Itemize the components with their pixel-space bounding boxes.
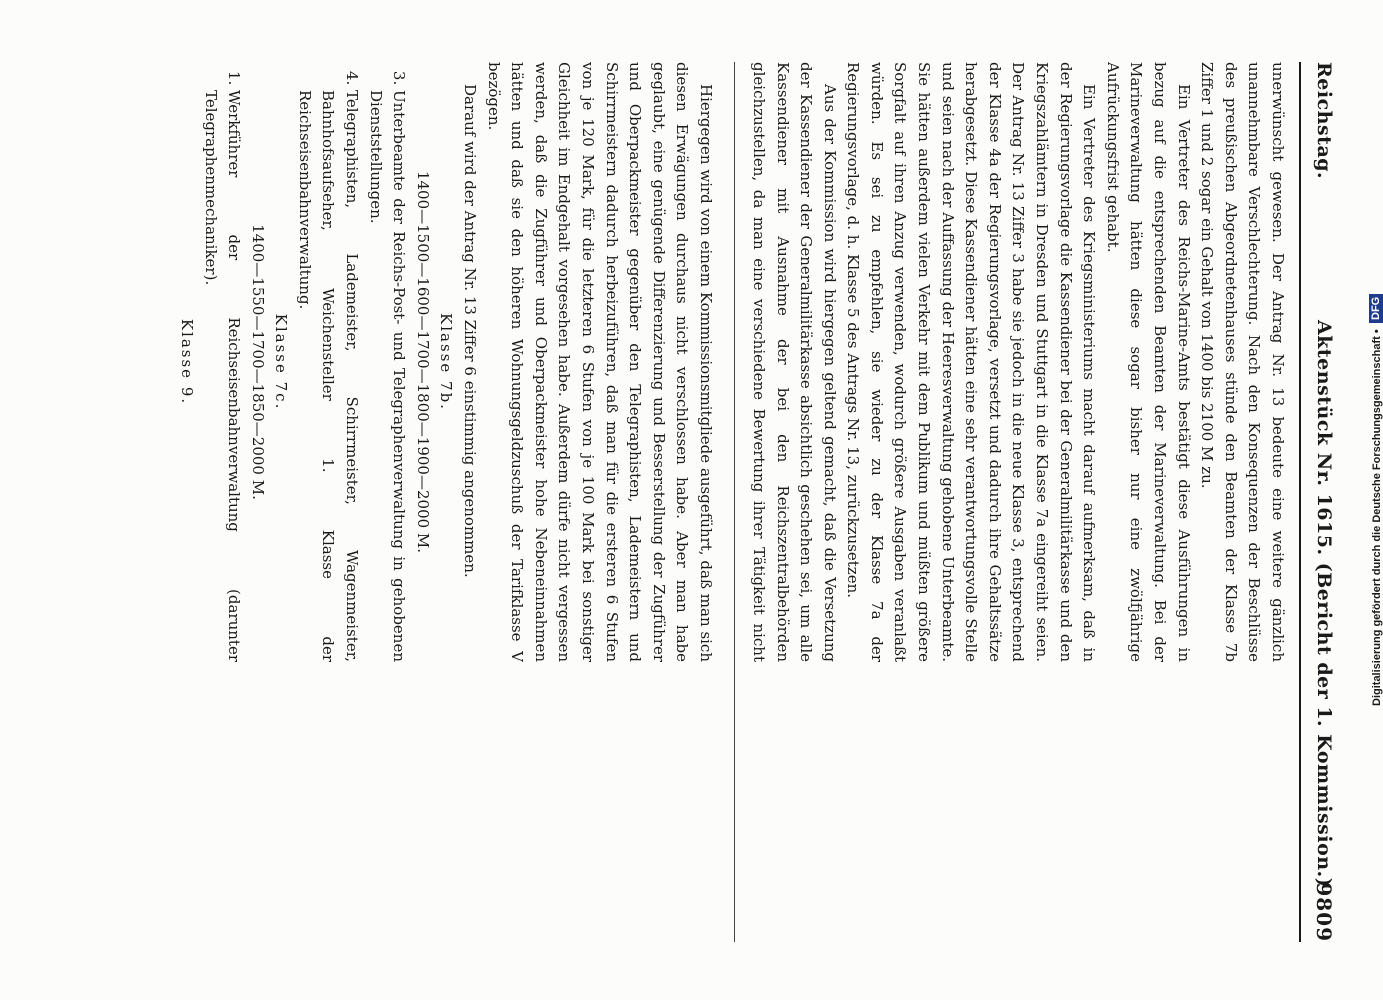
header-rule	[1299, 62, 1301, 942]
rotated-document-page	[55, 62, 1335, 942]
column-divider	[734, 62, 735, 942]
class-heading: Klasse 7b.	[437, 313, 456, 411]
left-column	[749, 62, 1289, 662]
digitization-note	[1357, 0, 1383, 1000]
list-item: 4. Telegraphisten, Lademeister, Schirrmeister, Wagenmeister, Bahnhofsaufseher, Weichensteller 1. Klasse der Reichseisenbahnverwaltung.	[292, 90, 363, 662]
class-heading: Klasse 9.	[177, 318, 196, 406]
paragraph: Aus der Kommission wird hiergegen geltend gemacht, daß die Versetzung der Kassendiener der Generalmilitärkasse absichtlich geschehen sei, um alle Kassendiener mit Ausnahme der bei den Reichszentralbehörden gleichzustellen, da man eine verschiedene Bewertung ihrer Tätigkeit nicht	[749, 62, 839, 662]
class-heading: Klasse 7c.	[272, 313, 291, 411]
header-title: Aktenstück Nr. 1615. (Bericht der 1. Kommission.)	[1313, 320, 1335, 888]
paragraph: Darauf wird der Antrag Nr. 13 Ziffer 6 einstimmig angenommen.	[461, 84, 480, 578]
list-item: 3. Unterbeamte der Reichs-Post- und Telegraphenverwaltung in gehobenen Dienststellungen.	[363, 90, 410, 662]
dfg-logo: DFG	[1369, 294, 1383, 323]
paragraph: Hiergegen wird von einem Kommissionsmitgliede ausgeführt, daß man sich diesen Erwägungen durchaus nicht verschlossen habe. Aber man habe geglaubt, eine genügende Differenzierung und Besserstellung der Zugführer und Oberpackmeister gegenüber den Telegraphisten, Lademeistern und Schirrmeistern dadurch herbeizuführen, daß man für die ersteren 6 Stufen von je 120 Mark, für die letzteren 6 Stufen von je 100 Mark bei sonstiger Gleichheit im Endgehalt vorgesehen habe. Außerdem dürfe nicht vergessen werden, daß die Zugführer und Oberpackmeister hohe Nebeneinnahmen hätten und daß sie den höheren Wohnungsgeldzuschuß der Tarifklasse V bezögen.	[484, 62, 715, 662]
list-item: 1. Werkführer der Reichseisenbahnverwaltung (darunter Telegraphenmechaniker).	[198, 90, 245, 662]
digitization-note-text: Digitalisierung gefördert durch die Deutsche Forschungsgemeinschaft •	[1371, 329, 1383, 706]
paragraph: Ein Vertreter des Reichs-Marine-Amts bestätigt diese Ausführungen in bezug auf die entsprechenden Beamten der Marineverwaltung. Bei der Marineverwaltung hätten diese sogar bisher nur eine zwölfjährige Aufrückungsfrist gehabt.	[1103, 62, 1193, 662]
paragraph: unerwünscht gewesen. Der Antrag Nr. 13 bedeute eine weitere gänzlich unannehmbare Verschlechterung. Nach den Konsequenzen der Beschlüsse des preußischen Abgeordnetenhauses stünde den Beamten der Klasse 7b Ziffer 1 und 2 sogar ein Gehalt von 1400 bis 2100 M zu.	[1198, 62, 1287, 662]
paragraph: Ein Vertreter des Kriegsministeriums macht darauf aufmerksam, daß in der Regierungsvorlage die Kassendiener bei der Generalmilitärkasse und den Kriegszahlämtern in Dresden und Stuttgart in die Klasse 7a eingereiht seien. Der Antrag Nr. 13 Ziffer 3 habe sie jedoch in die neue Klasse 3, entsprechend der Klasse 4a der Regierungsvorlage, versetzt und dadurch ihre Gehaltssätze herabgesetzt. Diese Kassendiener hätten eine sehr verantwortungsvolle Stelle und seien nach der Auffassung der Heeresverwaltung gehobene Unterbeamte. Sie hätten außerdem vielen Verkehr mit dem Publikum und müßten größere Sorgfalt auf ihren Anzug verwenden, wodurch größere Ausgaben veranlaßt würden. Es sei zu empfehlen, sie wieder zu der Klasse 7a der Regierungsvorlage, d. h. Klasse 5 des Antrags Nr. 13, zurückzusetzen.	[844, 62, 1099, 662]
salary-scale: 1400—1550—1700—1850—2000 M.	[248, 224, 267, 500]
header-reichstag: Reichstag.	[1313, 62, 1335, 180]
right-column	[177, 62, 717, 662]
salary-scale: 1400—1500—1600—1700—1800—1900—2000 M.	[413, 170, 432, 554]
page-header	[1305, 62, 1335, 942]
page-number: 9809	[1312, 882, 1336, 942]
